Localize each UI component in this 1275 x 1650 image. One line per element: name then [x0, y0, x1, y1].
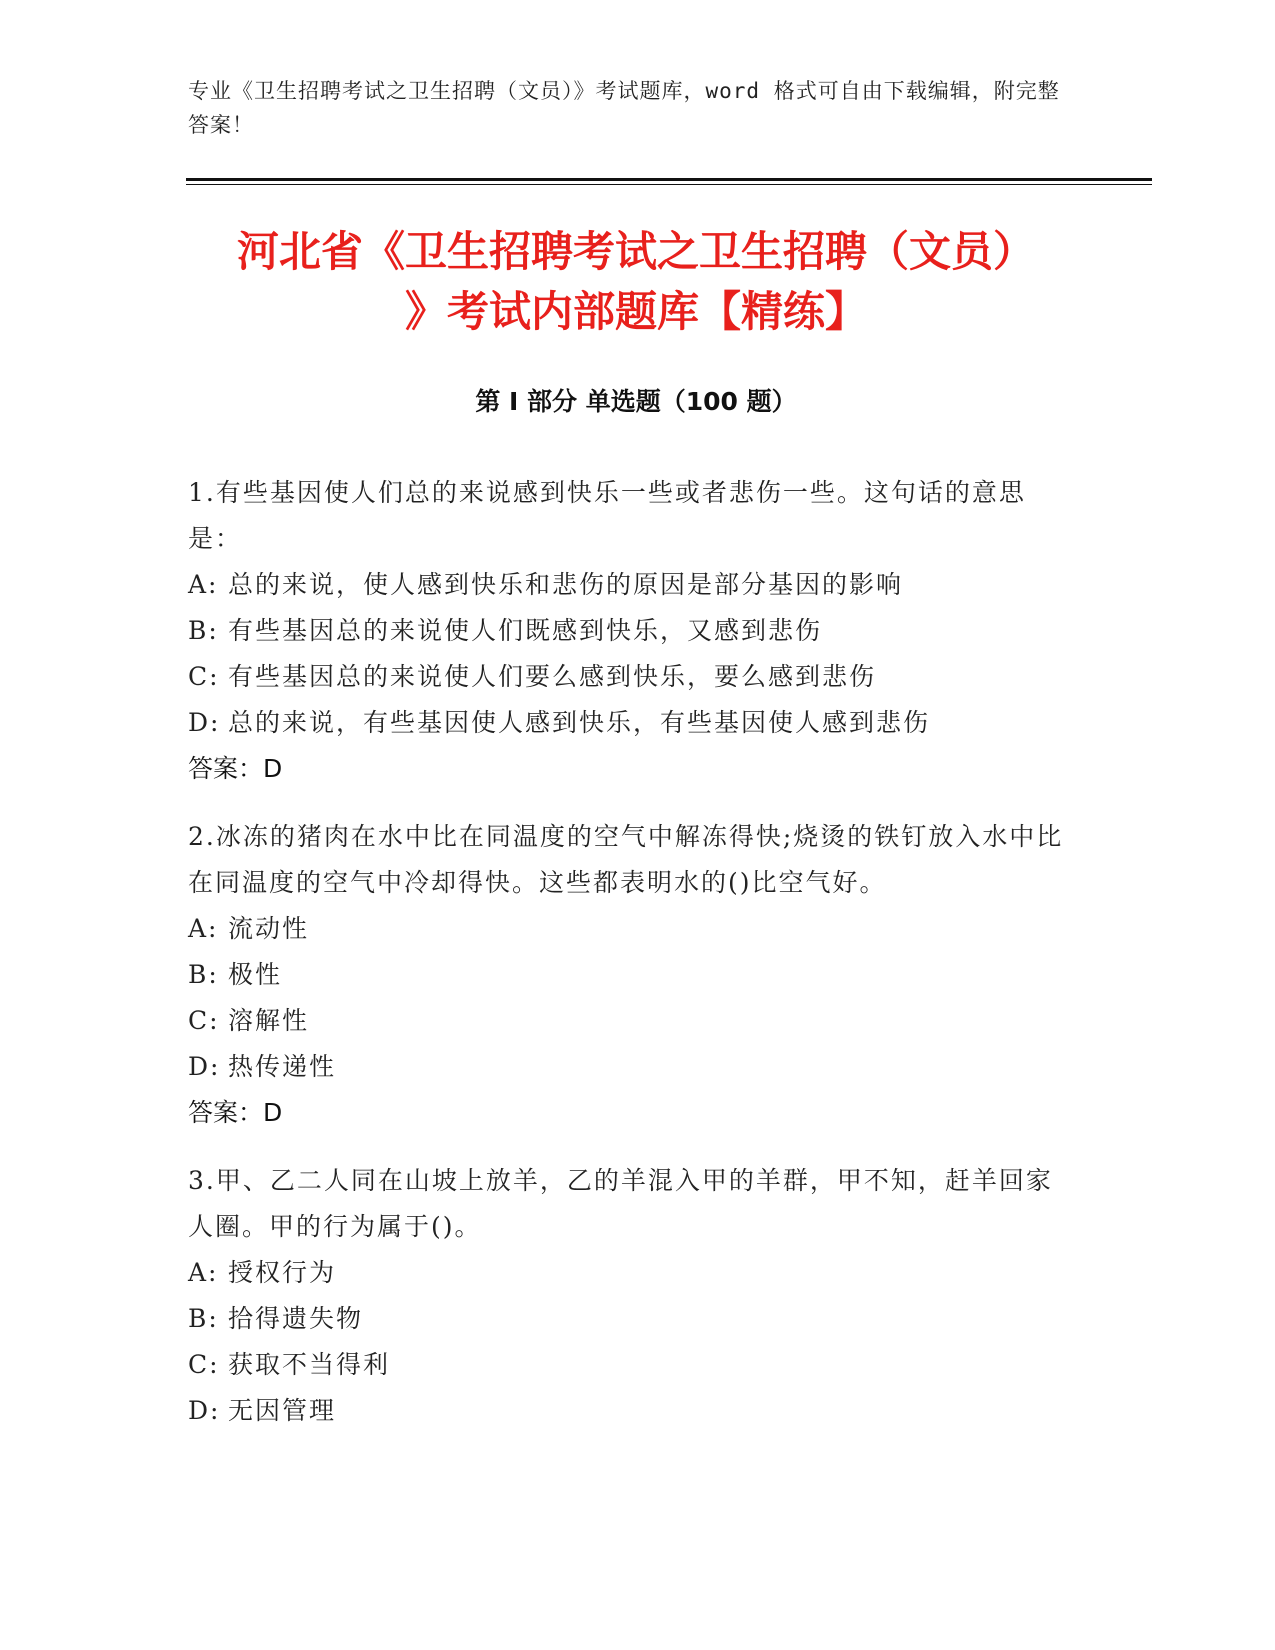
option-text: 溶解性 [228, 1006, 310, 1035]
option-text: 拾得遗失物 [228, 1304, 364, 1333]
option-c [188, 998, 1068, 1044]
option-a [188, 906, 1068, 952]
option-d [188, 1388, 1068, 1434]
option-key: B: [188, 1304, 219, 1333]
option-c [188, 1342, 1068, 1388]
header-note: 专业《卫生招聘考试之卫生招聘（文员）》考试题库，word 格式可自由下载编辑，附完整答案！ [188, 79, 1060, 137]
option-text: 极性 [228, 960, 283, 989]
option-key: A: [188, 570, 219, 599]
answer-line: 答案：D [188, 754, 283, 783]
question-3 [188, 1158, 1068, 1434]
option-key: D: [188, 708, 221, 737]
option-text: 流动性 [228, 914, 310, 943]
question-list [188, 470, 1068, 1456]
option-text: 无因管理 [228, 1396, 337, 1425]
option-key: C: [188, 662, 220, 691]
document-title [186, 222, 1086, 342]
option-c [188, 654, 1068, 700]
document-title-line-1: 河北省《卫生招聘考试之卫生招聘（文员） [236, 227, 1035, 276]
option-a [188, 562, 1068, 608]
option-key: A: [188, 1258, 219, 1287]
question-stem: 1.有些基因使人们总的来说感到快乐一些或者悲伤一些。这句话的意思是： [188, 478, 1026, 553]
option-d [188, 700, 1068, 746]
option-key: B: [188, 960, 219, 989]
answer-line: 答案：D [188, 1098, 283, 1127]
question-1 [188, 470, 1068, 792]
section-title: 第 I 部分 单选题（100 题） [475, 387, 797, 416]
option-a [188, 1250, 1068, 1296]
option-d [188, 1044, 1068, 1090]
option-text: 有些基因总的来说使人们既感到快乐，又感到悲伤 [228, 616, 823, 645]
option-text: 获取不当得利 [228, 1350, 391, 1379]
option-key: C: [188, 1006, 220, 1035]
question-stem: 3.甲、乙二人同在山坡上放羊，乙的羊混入甲的羊群，甲不知，赶羊回家人圈。甲的行为属于()。 [188, 1166, 1053, 1241]
question-stem: 2.冰冻的猪肉在水中比在同温度的空气中解冻得快;烧烫的铁钉放入水中比在同温度的空气中冷却得快。这些都表明水的()比空气好。 [188, 822, 1064, 897]
header-rule-thick [186, 178, 1152, 181]
document-title-line-2: 》考试内部题库【精练】 [404, 287, 867, 336]
option-text: 总的来说，使人感到快乐和悲伤的原因是部分基因的影响 [228, 570, 904, 599]
header-rule-thin [186, 184, 1152, 185]
question-2 [188, 814, 1068, 1136]
option-text: 有些基因总的来说使人们要么感到快乐，要么感到悲伤 [228, 662, 877, 691]
option-text: 热传递性 [228, 1052, 337, 1081]
option-b [188, 952, 1068, 998]
option-key: A: [188, 914, 219, 943]
option-b [188, 608, 1068, 654]
option-key: D: [188, 1052, 221, 1081]
option-b [188, 1296, 1068, 1342]
option-key: D: [188, 1396, 221, 1425]
option-key: C: [188, 1350, 220, 1379]
option-text: 授权行为 [228, 1258, 337, 1287]
option-key: B: [188, 616, 219, 645]
option-text: 总的来说，有些基因使人感到快乐，有些基因使人感到悲伤 [228, 708, 931, 737]
